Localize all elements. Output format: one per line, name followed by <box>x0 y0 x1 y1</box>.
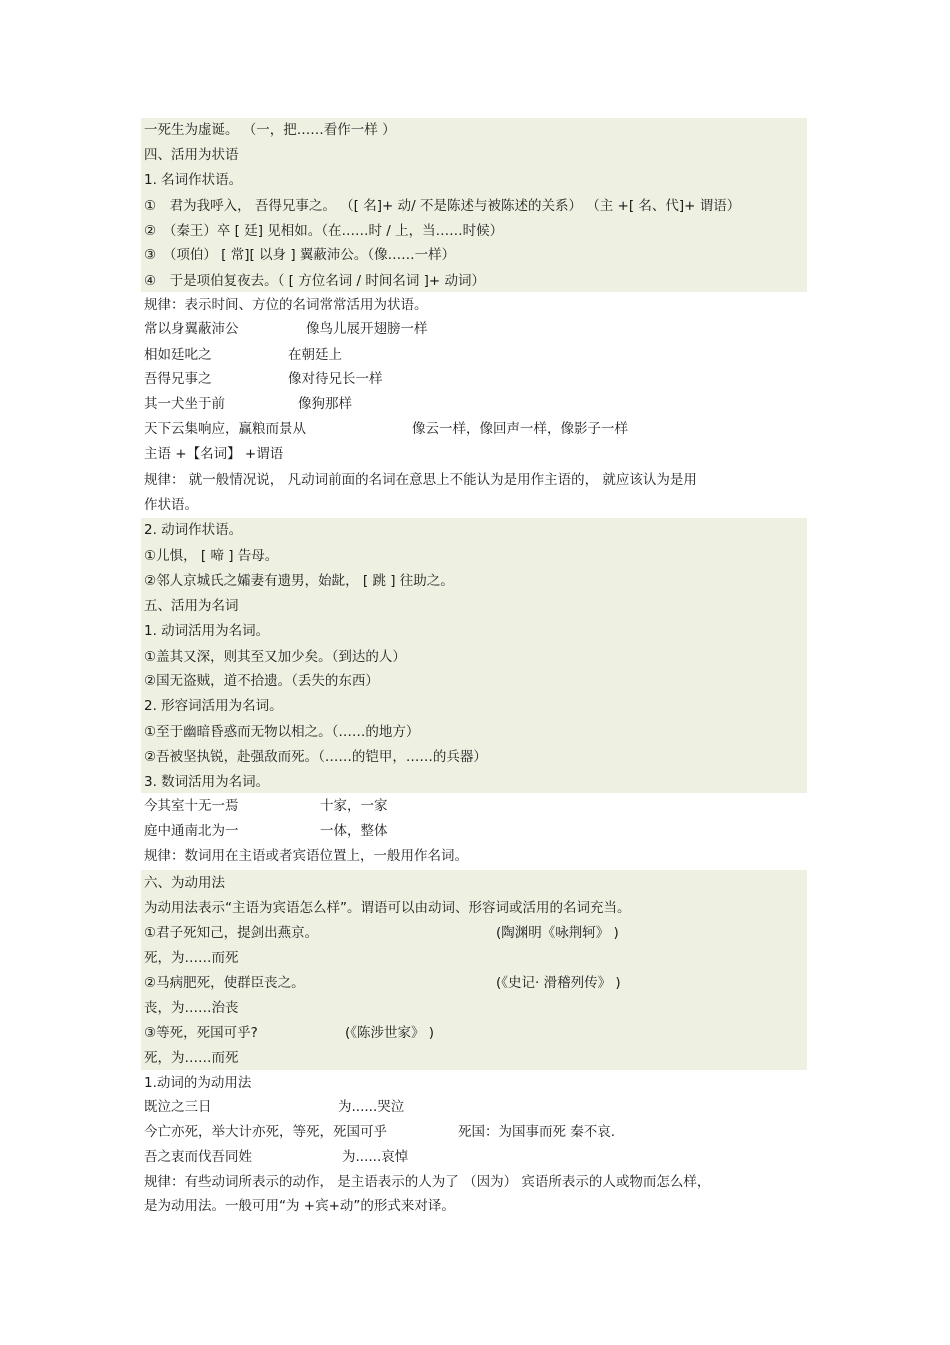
example-line: ①盖其又深，则其至又加少矣。（到达的人） <box>144 649 406 665</box>
example-line: ②国无盗贼，道不拾遗。（丢失的东西） <box>144 673 379 689</box>
translation-text: 一体，整体 <box>320 823 388 839</box>
translation-text: 死国：为国事而死 秦不哀. <box>458 1124 616 1140</box>
source-citation: (陶渊明《咏荆轲》 ) <box>496 925 619 941</box>
example-line: ②吾被坚执锐，赴强敌而死。（……的铠甲，……的兵器） <box>144 749 487 765</box>
rule-text: 规律：表示时间、方位的名词常常活用为状语。 <box>144 297 428 313</box>
source-citation: (《史记· 滑稽列传》 ) <box>496 975 621 991</box>
example-line: ①君子死知己，提剑出燕京。 <box>144 925 319 941</box>
translation-text: 丧，为……治丧 <box>144 1000 239 1016</box>
subsection-heading: 1.动词的为动用法 <box>144 1075 252 1091</box>
subsection-heading: 2. 动词作状语。 <box>144 522 243 538</box>
subsection-heading: 3. 数词活用为名词。 <box>144 774 270 790</box>
translation-text: 为......哀悼 <box>342 1149 409 1165</box>
example-line: 相如廷叱之 <box>144 347 212 363</box>
rule-text: 规律：数词用在主语或者宾语位置上，一般用作名词。 <box>144 848 468 864</box>
text-line: 为动用法表示“主语为宾语怎么样”。谓语可以由动词、形容词或活用的名词充当。 <box>144 900 631 916</box>
example-line: 天下云集响应，赢粮而景从 <box>144 421 306 437</box>
formula-text: 主语 +【名词】 +谓语 <box>144 446 284 462</box>
section-heading: 六、为动用法 <box>144 875 225 891</box>
translation-text: 在朝廷上 <box>288 347 342 363</box>
rule-text: 规律： 就一般情况说， 凡动词前面的名词在意思上不能认为是用作主语的， 就应该认为是用 <box>144 472 697 488</box>
text-line: 一死生为虚诞。 （一，把……看作一样 ） <box>144 122 396 138</box>
example-line: ③等死，死国可乎? <box>144 1025 258 1041</box>
example-line: ① 君为我呼入， 吾得兄事之。 （[ 名]+ 动/ 不是陈述与被陈述的关系） （主 +[ 名、代]+ 谓语） <box>144 198 741 214</box>
example-line: ② （秦王）卒 [ 廷] 见相如。（在……时 / 上，当……时候） <box>144 223 504 239</box>
example-line: 常以身翼蔽沛公 <box>144 321 239 337</box>
subsection-heading: 1. 名词作状语。 <box>144 172 243 188</box>
rule-text: 是为动用法。一般可用“为 +宾+动”的形式来对译。 <box>144 1198 455 1214</box>
translation-text: 死，为……而死 <box>144 950 239 966</box>
example-line: ②邻人京城氏之孀妻有遗男，始龀， [ 跳 ] 往助之。 <box>144 573 454 589</box>
example-line: 既泣之三日 <box>144 1099 212 1115</box>
translation-text: 像云一样，像回声一样，像影子一样 <box>412 421 628 437</box>
rule-text: 规律：有些动词所表示的动作， 是主语表示的人为了 （因为） 宾语所表示的人或物而怎么样， <box>144 1174 711 1190</box>
subsection-heading: 1. 动词活用为名词。 <box>144 623 270 639</box>
translation-text: 像狗那样 <box>298 396 352 412</box>
rule-text: 作状语。 <box>144 497 198 513</box>
example-line: 吾之衷而伐吾同姓 <box>144 1149 252 1165</box>
translation-text: 十家，一家 <box>320 798 388 814</box>
translation-text: 像鸟儿展开翅膀一样 <box>306 321 428 337</box>
translation-text: 像对待兄长一样 <box>288 371 383 387</box>
subsection-heading: 2. 形容词活用为名词。 <box>144 698 283 714</box>
translation-text: 死，为……而死 <box>144 1050 239 1066</box>
example-line: ①儿惧， [ 啼 ] 告母。 <box>144 548 279 564</box>
example-line: ③ （项伯） [ 常][ 以身 ] 翼蔽沛公。（像……一样） <box>144 247 456 263</box>
example-line: 今亡亦死，举大计亦死，等死，死国可乎 <box>144 1124 387 1140</box>
section-heading: 五、活用为名词 <box>144 598 239 614</box>
example-line: ②马病肥死，使群臣丧之。 <box>144 975 305 991</box>
section-heading: 四、活用为状语 <box>144 147 239 163</box>
example-line: 庭中通南北为一 <box>144 823 239 839</box>
example-line: ①至于幽暗昏惑而无物以相之。（……的地方） <box>144 724 420 740</box>
example-line: 吾得兄事之 <box>144 371 212 387</box>
example-line: 其一犬坐于前 <box>144 396 225 412</box>
source-citation: (《陈涉世家》 ) <box>345 1025 435 1041</box>
example-line: ④ 于是项伯复夜去。（ [ 方位名词 / 时间名词 ]+ 动词） <box>144 273 485 289</box>
example-line: 今其室十无一焉 <box>144 798 239 814</box>
translation-text: 为......哭泣 <box>338 1099 405 1115</box>
